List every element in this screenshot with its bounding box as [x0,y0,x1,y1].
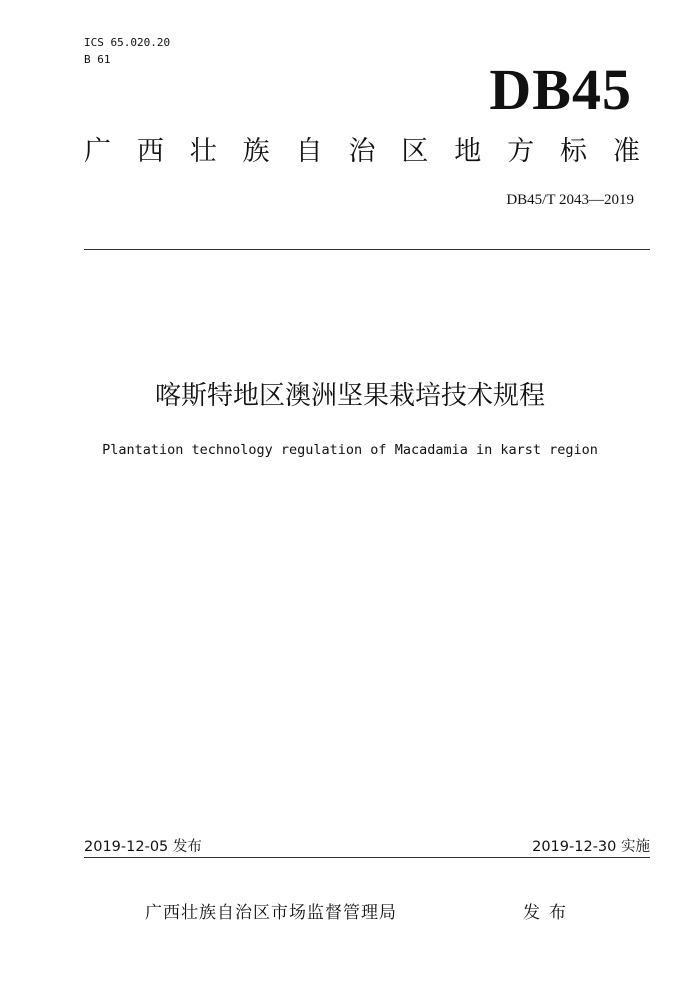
title-english: Plantation technology regulation of Macadamia in karst region [102,442,598,458]
classification-codes [84,34,170,68]
footer-divider [84,857,650,858]
standard-type-char: 方 [507,136,535,167]
issue-label-char: 发 [523,903,540,923]
standard-type-char: 标 [560,136,588,167]
issuing-authority: 广西壮族自治区市场监督管理局 [145,903,397,923]
issue-label-char: 布 [549,903,566,923]
standard-number: DB45/T 2043—2019 [506,192,634,208]
standard-type-heading [84,134,640,170]
implement-date: 2019-12-30 实施 [532,839,650,855]
standard-type-char: 治 [348,136,376,167]
standard-type-char: 准 [612,136,640,167]
standard-type-char: 族 [242,136,270,167]
standard-type-char: 区 [401,136,429,167]
ccs-code: B 61 [84,53,111,66]
title-chinese: 喀斯特地区澳洲坚果栽培技术规程 [154,381,545,411]
issue-label [523,900,575,926]
standard-type-char: 地 [454,136,482,167]
header-divider [84,249,650,250]
standard-type-char: 西 [136,136,164,167]
publish-date: 2019-12-05 发布 [84,839,202,855]
db45-logo: DB45 [489,57,632,122]
standard-type-char: 壮 [189,136,217,167]
standard-type-char: 自 [295,136,323,167]
standard-type-char: 广 [84,136,111,167]
ics-code: ICS 65.020.20 [84,36,171,49]
